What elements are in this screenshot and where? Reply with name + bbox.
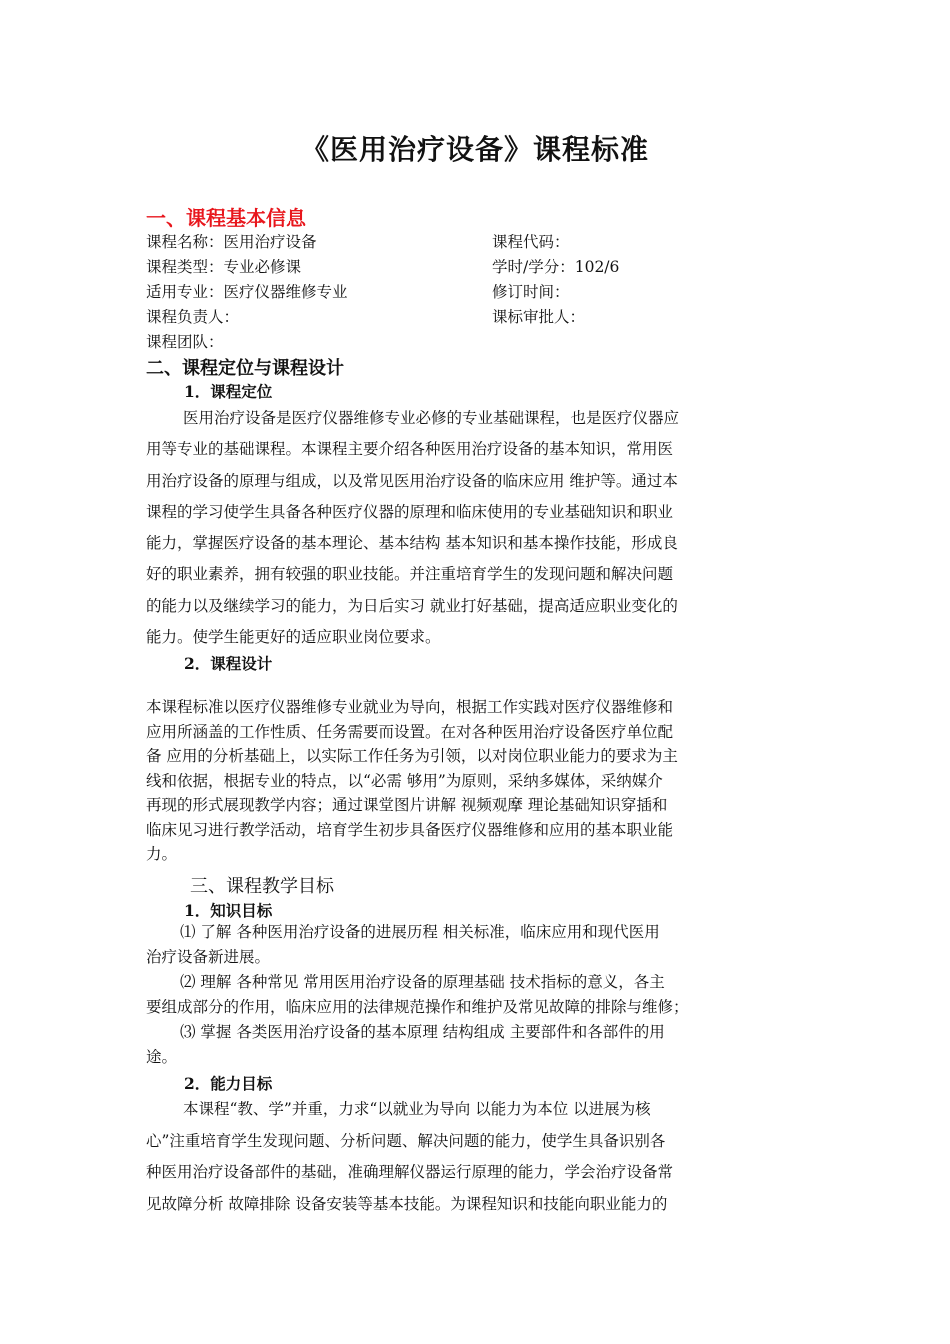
- paragraph-line: 本课程“教、学”并重，力求“以就业为导向 以能力为本位 以进展为核: [183, 1100, 651, 1118]
- paragraph-line: 临床见习进行教学活动，培育学生初步具备医疗仪器维修和应用的基本职业能: [146, 820, 674, 839]
- ability-paragraph: [146, 1094, 806, 1220]
- knowledge-item-2: [146, 970, 806, 1020]
- knowledge-item-1: [146, 920, 806, 970]
- paragraph-line: 备 应用的分析基础上，以实际工作任务为引领，以对岗位职业能力的要求为主: [146, 747, 678, 765]
- info-course-team: 课程团队：: [146, 333, 224, 351]
- paragraph-line: ⑴ 了解 各种医用治疗设备的进展历程 相关标准，临床应用和现代医用: [180, 923, 660, 941]
- paragraph-line: 医用治疗设备是医疗仪器维修专业必修的专业基础课程，也是医疗仪器应: [183, 409, 680, 427]
- knowledge-item-3: [146, 1020, 806, 1070]
- info-course-type: 课程类型：专业必修课: [146, 258, 302, 276]
- info-course-leader: 课程负责人：: [146, 308, 240, 326]
- paragraph-line: 用治疗设备的原理与组成，以及常见医用治疗设备的临床应用 维护等。通过本: [146, 471, 678, 490]
- paragraph-line: 课程的学习使学生具备各种医疗仪器的原理和临床使用的专业基础知识和职业: [146, 502, 674, 521]
- section3-sub1: 1．知识目标: [184, 901, 273, 920]
- section2-heading: 二、课程定位与课程设计: [146, 358, 344, 379]
- paragraph-line: 见故障分析 故障排除 设备安装等基本技能。为课程知识和技能向职业能力的: [146, 1194, 668, 1213]
- paragraph-line: 再现的形式展现教学内容；通过课堂图片讲解 视频观摩 理论基础知识穿插和: [146, 796, 668, 814]
- paragraph-line: 的能力以及继续学习的能力，为日后实习 就业打好基础，提高适应职业变化的: [146, 596, 678, 615]
- section2-sub1: 1．课程定位: [184, 382, 273, 401]
- paragraph-line: 能力。使学生能更好的适应职业岗位要求。: [146, 628, 441, 647]
- paragraph-line: ⑵ 理解 各种常见 常用医用治疗设备的原理基础 技术指标的意义，各主: [180, 973, 665, 991]
- paragraph-line: 心”注重培育学生发现问题、分析问题、解决问题的能力，使学生具备识别各: [146, 1131, 666, 1150]
- section3-heading: 三、课程教学目标: [190, 876, 334, 897]
- paragraph-line: ⑶ 掌握 各类医用治疗设备的基本原理 结构组成 主要部件和各部件的用: [180, 1023, 665, 1041]
- section1-heading: 一、课程基本信息: [146, 206, 306, 230]
- paragraph-line: 能力，掌握医疗设备的基本理论、基本结构 基本知识和基本操作技能，形成良: [146, 534, 678, 553]
- paragraph-line: 治疗设备新进展。: [146, 948, 271, 966]
- paragraph-line: 种医用治疗设备部件的基础，准确理解仪器运行原理的能力，学会治疗设备常: [146, 1163, 674, 1181]
- paragraph-line: 线和依据，根据专业的特点，以“必需 够用”为原则，采纳多媒体，采纳媒介: [146, 771, 663, 790]
- document-title: 《医用治疗设备》课程标准: [300, 133, 649, 166]
- course-positioning-paragraph: [146, 403, 806, 653]
- paragraph-line: 好的职业素养，拥有较强的职业技能。并注重培育学生的发现问题和解决问题: [146, 565, 674, 584]
- info-approver: 课标审批人：: [492, 308, 586, 326]
- section3-sub2: 2．能力目标: [184, 1074, 273, 1093]
- paragraph-line: 要组成部分的作用，临床应用的法律规范操作和维护及常见故障的排除与维修；: [146, 998, 689, 1016]
- paragraph-line: 用等专业的基础课程。本课程主要介绍各种医用治疗设备的基本知识，常用医: [146, 440, 674, 459]
- paragraph-line: 力。: [146, 845, 178, 863]
- section2-sub2: 2．课程设计: [184, 654, 273, 673]
- info-revision-time: 修订时间：: [492, 283, 570, 301]
- info-course-name: 课程名称：医用治疗设备: [146, 233, 317, 251]
- info-applicable-major: 适用专业：医疗仪器维修专业: [146, 283, 348, 301]
- info-course-code: 课程代码：: [492, 233, 570, 251]
- paragraph-line: 途。: [146, 1048, 178, 1066]
- paragraph-line: 应用所涵盖的工作性质、任务需要而设置。在对各种医用治疗设备医疗单位配: [146, 722, 674, 741]
- info-credit-hours: 学时/学分：102/6: [492, 258, 620, 276]
- course-design-paragraph: [146, 695, 806, 867]
- paragraph-line: 本课程标准以医疗仪器维修专业就业为导向，根据工作实践对医疗仪器维修和: [146, 698, 674, 716]
